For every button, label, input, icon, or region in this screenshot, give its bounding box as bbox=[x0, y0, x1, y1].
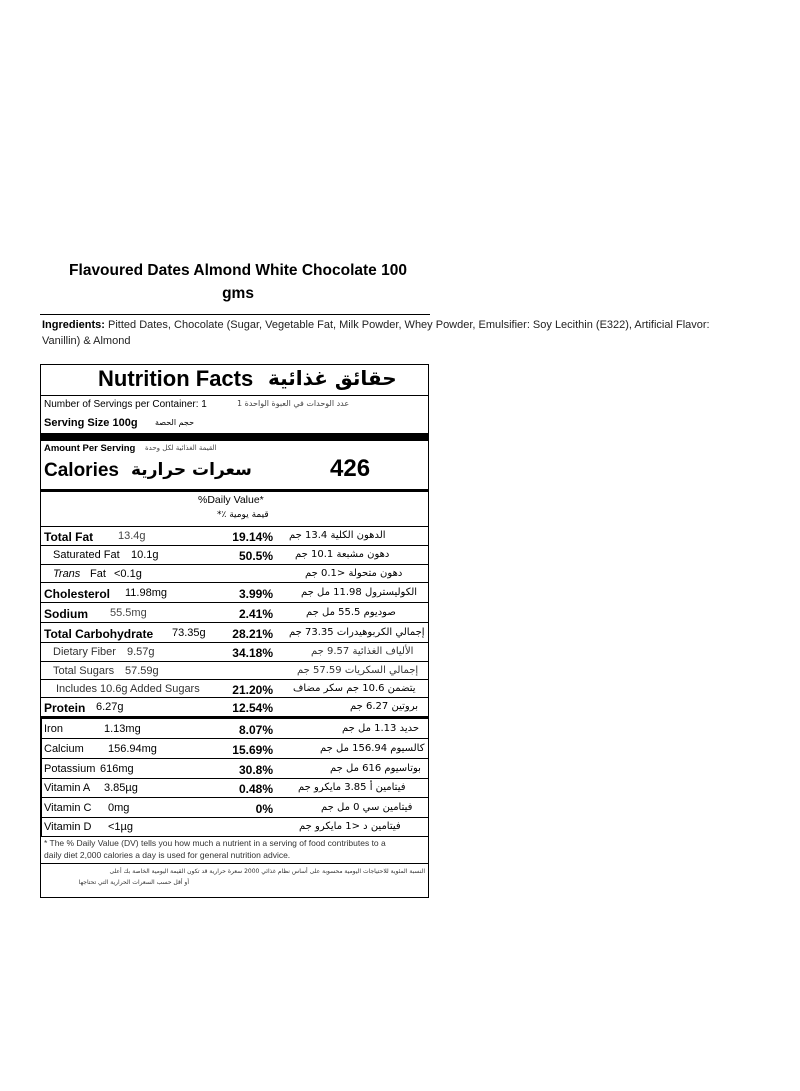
servings-text-ar: عدد الوحدات في العبوة الواحدة 1 bbox=[237, 399, 350, 408]
nutrient-dv: 34.18% bbox=[232, 646, 273, 660]
footnote-en-line2: daily diet 2,000 calories a day is used for general nutrition advice. bbox=[44, 850, 291, 860]
nutrient-name: Saturated Fat bbox=[53, 549, 120, 561]
nutrient-name: Cholesterol bbox=[44, 587, 111, 601]
title-divider bbox=[40, 314, 430, 315]
nutrient-name: Trans bbox=[53, 568, 81, 580]
nutrient-name: Dietary Fiber bbox=[53, 646, 116, 658]
nutrient-name: Includes 10.6g Added Sugars bbox=[56, 683, 200, 695]
calories-label: Calories bbox=[44, 460, 119, 481]
nutrient-name: Protein bbox=[44, 701, 86, 715]
product-title-line2: gms bbox=[222, 285, 254, 302]
nutrient-dv: 0.48% bbox=[238, 782, 273, 796]
nutrient-name-ar: دهون متحولة <0.1 جم bbox=[305, 568, 403, 579]
nutrition-facts-title-ar: حقائق غذائية bbox=[268, 366, 397, 390]
nutrient-name-ar: فيتامين سي 0 مل جم bbox=[321, 802, 413, 813]
nutrient-row-vitamin-d bbox=[41, 818, 428, 837]
nutrient-name-ar: دهون مشبعة 10.1 جم bbox=[295, 549, 390, 560]
nutrient-amount: 9.57g bbox=[127, 646, 155, 658]
nutrient-row-sodium bbox=[41, 603, 428, 623]
nutrient-dv: 3.99% bbox=[238, 587, 273, 601]
product-title bbox=[40, 259, 436, 305]
nutrient-name-ar: يتضمن 10.6 جم سكر مضاف bbox=[293, 683, 416, 694]
nutrient-row-saturated-fat bbox=[41, 546, 428, 565]
nutrient-name-ar: إجمالي الكربوهيدرات 73.35 جم bbox=[289, 627, 425, 638]
nutrient-dv: 0% bbox=[255, 802, 273, 816]
nutrient-dv: 15.69% bbox=[232, 743, 273, 757]
nutrient-dv: 30.8% bbox=[238, 763, 273, 777]
nutrient-name-ar: الألياف الغذائية 9.57 جم bbox=[311, 646, 414, 657]
nutrient-dv: 50.5% bbox=[238, 549, 273, 563]
nutrition-facts-title: Nutrition Facts bbox=[98, 366, 254, 391]
nutrition-facts-header bbox=[41, 365, 428, 396]
nutrient-amount: 3.85µg bbox=[104, 782, 138, 794]
nutrient-name: Total Fat bbox=[44, 530, 94, 544]
nutrient-amount: 73.35g bbox=[172, 627, 206, 639]
nutrient-name: Sodium bbox=[44, 607, 88, 621]
nutrient-name-ar: بوتاسيوم 616 مل جم bbox=[330, 763, 421, 774]
nutrient-dv: 2.41% bbox=[238, 607, 273, 621]
nutrient-row-iron bbox=[41, 719, 428, 739]
nutrient-row-protein bbox=[41, 698, 428, 717]
nutrient-amount: 55.5mg bbox=[110, 607, 147, 619]
nutrient-name-ar: إجمالي السكريات 57.59 جم bbox=[297, 665, 419, 676]
nutrient-row-vitamin-c bbox=[41, 798, 428, 818]
nutrient-amount: 1.13mg bbox=[104, 723, 141, 735]
nutrient-amount: 156.94mg bbox=[108, 743, 157, 755]
nutrient-row-added-sugars bbox=[41, 680, 428, 698]
nutrient-name-ar: كالسيوم 156.94 مل جم bbox=[320, 743, 425, 754]
nutrient-amount: <0.1g bbox=[114, 568, 142, 580]
nutrient-dv: 12.54% bbox=[232, 701, 273, 715]
nutrient-dv: 8.07% bbox=[238, 723, 273, 737]
nutrient-dv: 19.14% bbox=[232, 530, 273, 544]
nutrient-row-potassium bbox=[41, 759, 428, 779]
servings-text: Number of Servings per Container: 1 bbox=[44, 399, 207, 410]
nutrient-name: Total Carbohydrate bbox=[44, 627, 154, 641]
nutrient-amount: 10.1g bbox=[131, 549, 159, 561]
daily-value-label-ar: قيمة يومية ٪* bbox=[217, 510, 269, 520]
serving-size-ar: حجم الحصة bbox=[155, 418, 195, 427]
nutrient-name-ar: صوديوم 55.5 مل جم bbox=[306, 607, 396, 618]
amount-per-serving-ar: القيمة الغذائية لكل وحدة bbox=[145, 444, 217, 452]
ingredients-line1: Pitted Dates, Chocolate (Sugar, Vegetable Fat, Milk Powder, Whey Powder, Emulsifier: Soy Lecithin (E322), Artificial Flavor: bbox=[104, 319, 710, 331]
column-divider bbox=[41, 719, 42, 837]
nutrient-amount: 616mg bbox=[100, 763, 134, 775]
calories-value: 426 bbox=[330, 455, 371, 482]
footnote-ar bbox=[41, 864, 428, 897]
footnote-en bbox=[41, 837, 428, 864]
calories-row bbox=[41, 455, 428, 489]
nutrient-name: Potassium bbox=[44, 763, 96, 775]
servings-row bbox=[41, 396, 428, 414]
nutrient-row-cholesterol bbox=[41, 583, 428, 603]
nutrient-row-calcium bbox=[41, 739, 428, 759]
daily-value-header bbox=[41, 492, 428, 527]
nutrient-name-suffix: Fat bbox=[90, 568, 106, 580]
footnote-ar-line1: النسبة المئوية للاحتياجات اليومية محسوبة على أساس نظام غذائي 2000 سعرة حرارية قد تكون القيمة اليومية الخاصة بك أعلى bbox=[109, 868, 425, 875]
nutrient-name: Calcium bbox=[44, 743, 84, 755]
nutrient-row-trans-fat bbox=[41, 565, 428, 583]
nutrient-row-vitamin-a bbox=[41, 779, 428, 798]
thick-divider-1 bbox=[41, 433, 428, 441]
footnote-ar-line2: أو أقل حسب السعرات الحرارية التي تحتاجها bbox=[78, 879, 189, 886]
nutrient-name-ar: فيتامين د <1 مايكرو جم bbox=[299, 821, 401, 832]
nutrient-name-ar: حديد 1.13 مل جم bbox=[342, 723, 420, 734]
footnote-en-line1: * The % Daily Value (DV) tells you how much a nutrient in a serving of food contributes to a bbox=[44, 838, 386, 848]
nutrient-amount: <1µg bbox=[108, 821, 133, 833]
nutrient-amount: 6.27g bbox=[96, 701, 124, 713]
daily-value-label: %Daily Value* bbox=[198, 494, 264, 506]
nutrient-name: Vitamin C bbox=[44, 802, 92, 814]
nutrient-amount: 57.59g bbox=[125, 665, 159, 677]
serving-size: Serving Size 100g bbox=[44, 417, 138, 429]
calories-label-ar: سعرات حرارية bbox=[131, 460, 252, 480]
nutrient-name: Vitamin A bbox=[44, 782, 91, 794]
nutrient-row-total-carbohydrate bbox=[41, 623, 428, 643]
nutrition-label bbox=[40, 364, 429, 898]
nutrient-name-ar: بروتين 6.27 جم bbox=[350, 701, 419, 712]
nutrient-amount: 13.4g bbox=[118, 530, 146, 542]
nutrient-name: Iron bbox=[44, 723, 63, 735]
amount-per-serving-row bbox=[41, 441, 428, 455]
nutrient-row-total-fat bbox=[41, 527, 428, 546]
nutrient-name-ar: فيتامين أ 3.85 مايكرو جم bbox=[298, 782, 406, 793]
nutrient-name-ar: الدهون الكلية 13.4 جم bbox=[289, 530, 386, 541]
nutrient-dv: 28.21% bbox=[232, 627, 273, 641]
nutrient-row-dietary-fiber bbox=[41, 643, 428, 662]
nutrient-name-ar: الكوليسترول 11.98 مل جم bbox=[301, 587, 418, 598]
ingredients bbox=[42, 318, 762, 349]
amount-per-serving: Amount Per Serving bbox=[44, 443, 136, 454]
ingredients-line2: Vanillin) & Almond bbox=[42, 334, 131, 347]
nutrient-amount: 0mg bbox=[108, 802, 130, 814]
serving-size-row bbox=[41, 414, 428, 433]
nutrient-dv: 21.20% bbox=[232, 683, 273, 697]
product-title-line1: Flavoured Dates Almond White Chocolate 100 bbox=[69, 262, 407, 279]
nutrient-name: Vitamin D bbox=[44, 821, 92, 833]
nutrient-row-total-sugars bbox=[41, 662, 428, 680]
nutrient-amount: 11.98mg bbox=[125, 587, 167, 599]
ingredients-label: Ingredients: bbox=[42, 319, 105, 331]
nutrient-name: Total Sugars bbox=[53, 665, 115, 677]
